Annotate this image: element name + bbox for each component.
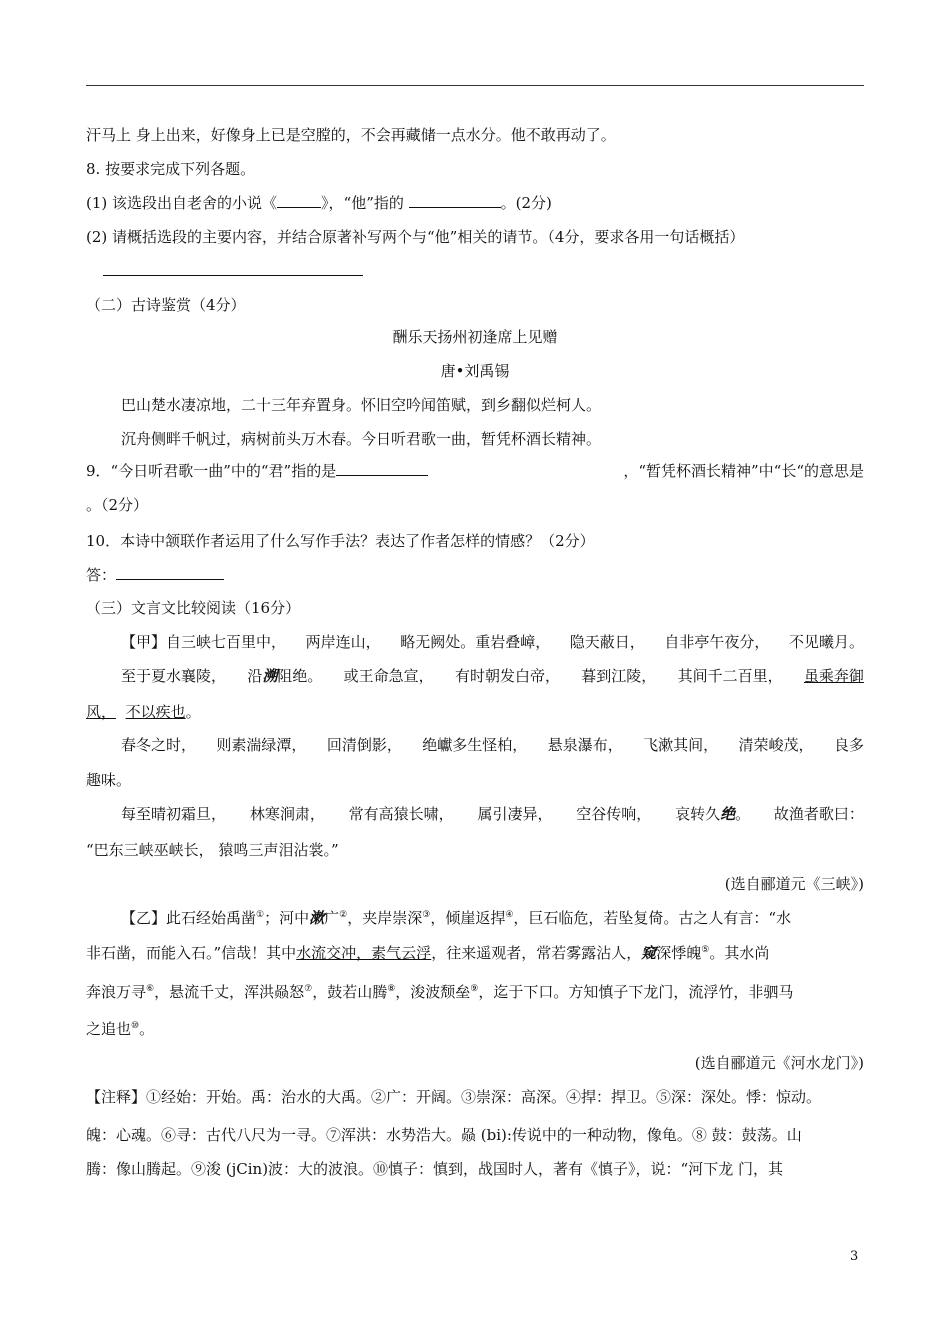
phrase: 【甲】自三峡七百里中， [121, 633, 287, 651]
phrase: 隐天蔽日， [569, 633, 645, 651]
jia-line-1 [121, 632, 864, 652]
phrase: ，往来遥观者，常若雾露沾人， [431, 944, 642, 962]
phrase: 。其水尚 [709, 944, 770, 962]
poem-title: 酬乐天扬州初逢席上见赠 [392, 328, 558, 346]
jia-line-5: 趣味。 [86, 771, 132, 789]
phrase: 飞漱其间， [643, 736, 719, 754]
section-2-heading: （二）古诗鉴赏（4分） [86, 296, 246, 314]
poem-author: 唐•刘禹锡 [440, 362, 510, 380]
phrase: ，倾崖返捍 [430, 909, 506, 927]
poem-line: 巴山楚水凄凉地，二十三年弃置身。怀旧空吟闻笛赋，到乡翻似烂柯人。 [121, 396, 602, 414]
phrase: 林寒涧肃， [249, 805, 325, 823]
question-8-1 [86, 193, 552, 213]
phrase: 每至晴初霜旦， [121, 805, 227, 823]
phrase: 其间千二百里， [677, 667, 783, 685]
phrase: ，巨石临危，若坠复倚。古之人有言：“水 [513, 909, 792, 927]
phrase: 沿 [247, 667, 263, 685]
underlined-phrase: 不以疾也 [125, 703, 186, 721]
source-citation: (选自郦道元《河水龙门》) [694, 1054, 864, 1072]
phrase: 回清倒影， [326, 736, 402, 754]
phrase: 良多 [833, 736, 864, 754]
answer-label [86, 565, 224, 585]
section-3-heading: （三）文言文比较阅读（16分） [86, 599, 301, 617]
phrase: 【乙】此石经始禹凿 [121, 909, 257, 927]
phrase: 或王命急宣， [343, 667, 434, 685]
phrase: 哀转久 [675, 805, 721, 823]
phrase: 深悸魄 [656, 944, 702, 962]
phrase: 略无阙处。重岩叠嶂， [400, 633, 551, 651]
emphasized-char: 绝 [720, 805, 736, 823]
jia-line-7: “巴东三峡巫峡长， 猿鸣三声泪沾裳。” [86, 841, 339, 859]
phrase: 空谷传响， [576, 805, 652, 823]
phrase: 清荣峻茂， [738, 736, 814, 754]
phrase: 悬泉瀑布， [547, 736, 623, 754]
header-rule [86, 85, 864, 86]
footnote-marker: ① [256, 910, 265, 920]
q8-1-text-a: (1) 该选段出自老舍的小说《 [86, 194, 278, 212]
phrase: 绝巘多生怪柏， [422, 736, 528, 754]
phrase: ；河中 [264, 909, 310, 927]
phrase: 。 [139, 1020, 155, 1038]
emphasized-char: 窥 [641, 944, 657, 962]
yi-line-4 [86, 1019, 154, 1039]
poem-line: 沉舟侧畔千帆过，病树前头万木春。今日听君歌一曲，暂凭杯酒长精神。 [121, 430, 602, 448]
q8-1-text-b: 》，“他”指的 [321, 194, 409, 212]
jia-line-2 [121, 666, 864, 686]
question-9 [86, 461, 864, 481]
phrase: 非石凿，而能入石。”信哉！其中 [86, 944, 297, 962]
phrase: 属引凄异， [477, 805, 553, 823]
footnote-marker: ⑩ [131, 1021, 140, 1031]
footnote-marker: ⑦ [304, 984, 313, 994]
answer-blank [277, 193, 321, 208]
jia-line-3 [86, 702, 201, 722]
phrase: 阻绝。 [277, 667, 323, 685]
footnote-marker: ④ [505, 910, 514, 920]
phrase: 之追也 [86, 1020, 132, 1038]
phrase: 暮到江陵， [581, 667, 657, 685]
emphasized-char: 溯 [262, 667, 278, 685]
footnote-marker: ③ [422, 910, 431, 920]
footnote-marker: ⑨ [470, 984, 479, 994]
phrase: 广 [324, 909, 340, 927]
question-8-2: (2) 请概括选段的主要内容，并结合原著补写两个与“他”相关的请节。（4分，要求各用一句话概括） [86, 228, 745, 246]
underlined-phrase: 水流交冲，素气云浮 [296, 944, 432, 962]
phrase: 春冬之时， [121, 736, 197, 754]
annotation-line: 魄：心魂。⑥寻：古代八尺为一寻。⑦浑洪：水势浩大。赑 (bi):传说中的一种动物，像龟。⑧ 鼓：鼓荡。山 [86, 1126, 802, 1144]
phrase: 至于夏水襄陵， [121, 667, 227, 685]
page-number: 3 [850, 1249, 859, 1264]
phrase: ，迄于下口。方知慎子下龙门，流浮竹，非驷马 [478, 983, 794, 1001]
annotation-line: 【注释】①经始：开始。禹：治水的大禹。②广：开阔。③崇深：高深。④捍：捍卫。⑤深：深处。悸：惊动。 [86, 1088, 822, 1106]
phrase: ，浚波颓垒 [395, 983, 471, 1001]
answer-prefix: 答： [86, 566, 117, 584]
footnote-marker: ⑥ [146, 984, 155, 994]
source-citation: (选自郦道元《三峡》) [724, 875, 864, 893]
answer-blank [409, 193, 501, 208]
phrase: 两岸连山， [305, 633, 381, 651]
q9-text-a: 9．“今日听君歌一曲”中的“君”指的是 [86, 462, 337, 480]
answer-line [103, 275, 363, 276]
phrase: 自非亭午夜分， [664, 633, 770, 651]
yi-line-2 [86, 943, 769, 963]
phrase: 。 [735, 805, 751, 823]
question-10: 10．本诗中颔联作者运用了什么写作手法？表达了作者怎样的情感？（2分） [86, 532, 595, 550]
q8-1-text-c: 。(2分) [500, 194, 552, 212]
footnote-marker: ② [339, 910, 348, 920]
answer-blank [116, 565, 224, 580]
jia-line-4 [121, 735, 864, 755]
phrase: 不见曦月。 [788, 633, 864, 651]
emphasized-char: 漱 [309, 909, 325, 927]
footnote-marker: ⑧ [387, 984, 396, 994]
jia-line-6 [121, 804, 864, 824]
question-8: 8. 按要求完成下列各题。 [86, 160, 256, 178]
phrase: 有时朝发白帝， [454, 667, 560, 685]
phrase: 常有高猿长啸， [348, 805, 454, 823]
phrase: ，夹岸崇深 [347, 909, 423, 927]
phrase: ，悬流千丈，浑洪赑怒 [154, 983, 305, 1001]
yi-line-1 [121, 908, 791, 928]
phrase: 则素湍绿潭， [216, 736, 307, 754]
answer-blank [336, 461, 428, 476]
phrase: 奔浪万寻 [86, 983, 147, 1001]
annotation-line: 腾：像山腾起。⑨浚 (jCin)波：大的波浪。⑩慎子：慎到，战国时人，著有《慎子》，说：“河下龙 门，其 [86, 1160, 783, 1178]
footnote-marker: ⑤ [701, 945, 710, 955]
question-9-tail: 。（2分） [86, 496, 149, 514]
text-line: 汗马上 身上出来，好像身上已是空膛的，不会再藏储一点水分。他不敢再动了。 [86, 126, 616, 144]
underlined-phrase: 风， [86, 703, 117, 721]
phrase: 故渔者歌曰： [773, 805, 864, 823]
q9-text-b: ，“暂凭杯酒长精神”中“长“的意思是 [623, 462, 864, 480]
phrase: ，鼓若山腾 [312, 983, 388, 1001]
yi-line-3 [86, 982, 793, 1002]
underlined-phrase: 虽乘奔御 [803, 667, 864, 685]
phrase: 。 [185, 703, 201, 721]
